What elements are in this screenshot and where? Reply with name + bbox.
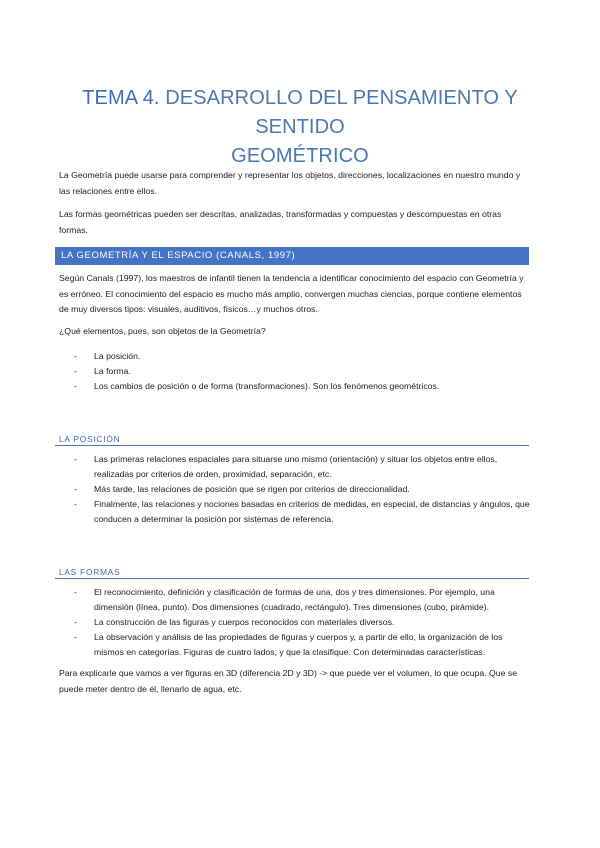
section-heading-posicion: LA POSICIÓN xyxy=(55,432,529,446)
bullet-mark: - xyxy=(74,381,77,391)
title-line1: DESARROLLO DEL PENSAMIENTO Y SENTIDO xyxy=(165,87,518,138)
list-item: - El reconocimiento, definición y clasificación de formas de una, dos y tres dimensiones. Por ejemplo, una dimensión (línea, punto). Dos dimensiones (cuadrado, rectángulo). Tres dimensiones (cubo, pirámide). xyxy=(74,587,495,612)
list-item: - Las primeras relaciones espaciales para situarse uno mismo (orientación) y situar los objetos entre ellos, realizadas por criterios de orden, proximidad, separación, etc. xyxy=(74,454,498,479)
canals-paragraph: Según Canals (1997), los maestros de infantil tienen la tendencia a identificar conocimiento del espacio con Geometría y es erróneo. El conocimiento del espacio es mucho más amplio, convergen muchas ciencias, porque contiene elementos de muy diversos tipos: visuales, auditivos, físicos…y muchos otros. xyxy=(59,273,524,314)
bullet-mark: - xyxy=(74,484,77,494)
geometry-objects-list xyxy=(72,349,532,394)
bullet-mark: - xyxy=(74,499,77,509)
posicion-list xyxy=(72,452,532,527)
list-item: - Finalmente, las relaciones y nociones basadas en criterios de medidas, en especial, de distancias y ángulos, que conducen a determinar la posición por sistemas de referencia. xyxy=(74,499,530,524)
list-item: - La posición. xyxy=(72,349,532,364)
title-line2: GEOMÉTRICO xyxy=(231,145,369,167)
list-item: - La construcción de las figuras y cuerpos reconocidos con materiales diversos. xyxy=(72,615,532,630)
section-banner-geometria: LA GEOMETRÍA Y EL ESPACIO (CANALS, 1997) xyxy=(55,247,529,265)
question-paragraph: ¿Qué elementos, pues, son objetos de la Geometría? xyxy=(59,326,266,336)
closing-paragraph: Para explicarle que vamos a ver figuras en 3D (diferencia 2D y 3D) -> que puede ver el volumen, lo que ocupa. Que se puede meter dentro de él, llenarlo de agua, etc. xyxy=(59,668,518,694)
formas-list xyxy=(72,585,532,660)
bullet-mark: - xyxy=(74,366,77,376)
list-item: - La observación y análisis de las propiedades de figuras y cuerpos y, a partir de ello, la organización de los mismos en categorías. Figuras de cuatro lados, y que la clasifique. Con determinadas características. xyxy=(74,632,503,657)
title-number: TEMA 4. xyxy=(82,87,160,109)
section-heading-formas: LAS FORMAS xyxy=(55,565,529,579)
page-title xyxy=(40,84,560,171)
list-item: - Los cambios de posición o de forma (transformaciones). Son los fenómenos geométricos. xyxy=(72,379,532,394)
bullet-mark: - xyxy=(74,617,77,627)
bullet-mark: - xyxy=(74,587,77,597)
list-item: - La forma. xyxy=(72,364,532,379)
intro-paragraph-1: La Geometría puede usarse para comprender y representar los objetos, direcciones, localizaciones en nuestro mundo y las relaciones entre ellos. xyxy=(59,170,521,196)
bullet-mark: - xyxy=(74,454,77,464)
bullet-mark: - xyxy=(74,632,77,642)
list-item: - Más tarde, las relaciones de posición que se rigen por criterios de direccionalidad. xyxy=(72,482,532,497)
intro-paragraph-2: Las formas geométricas pueden ser descritas, analizadas, transformadas y compuestas y descompuestas en otras formas. xyxy=(59,209,502,235)
bullet-mark: - xyxy=(74,351,77,361)
